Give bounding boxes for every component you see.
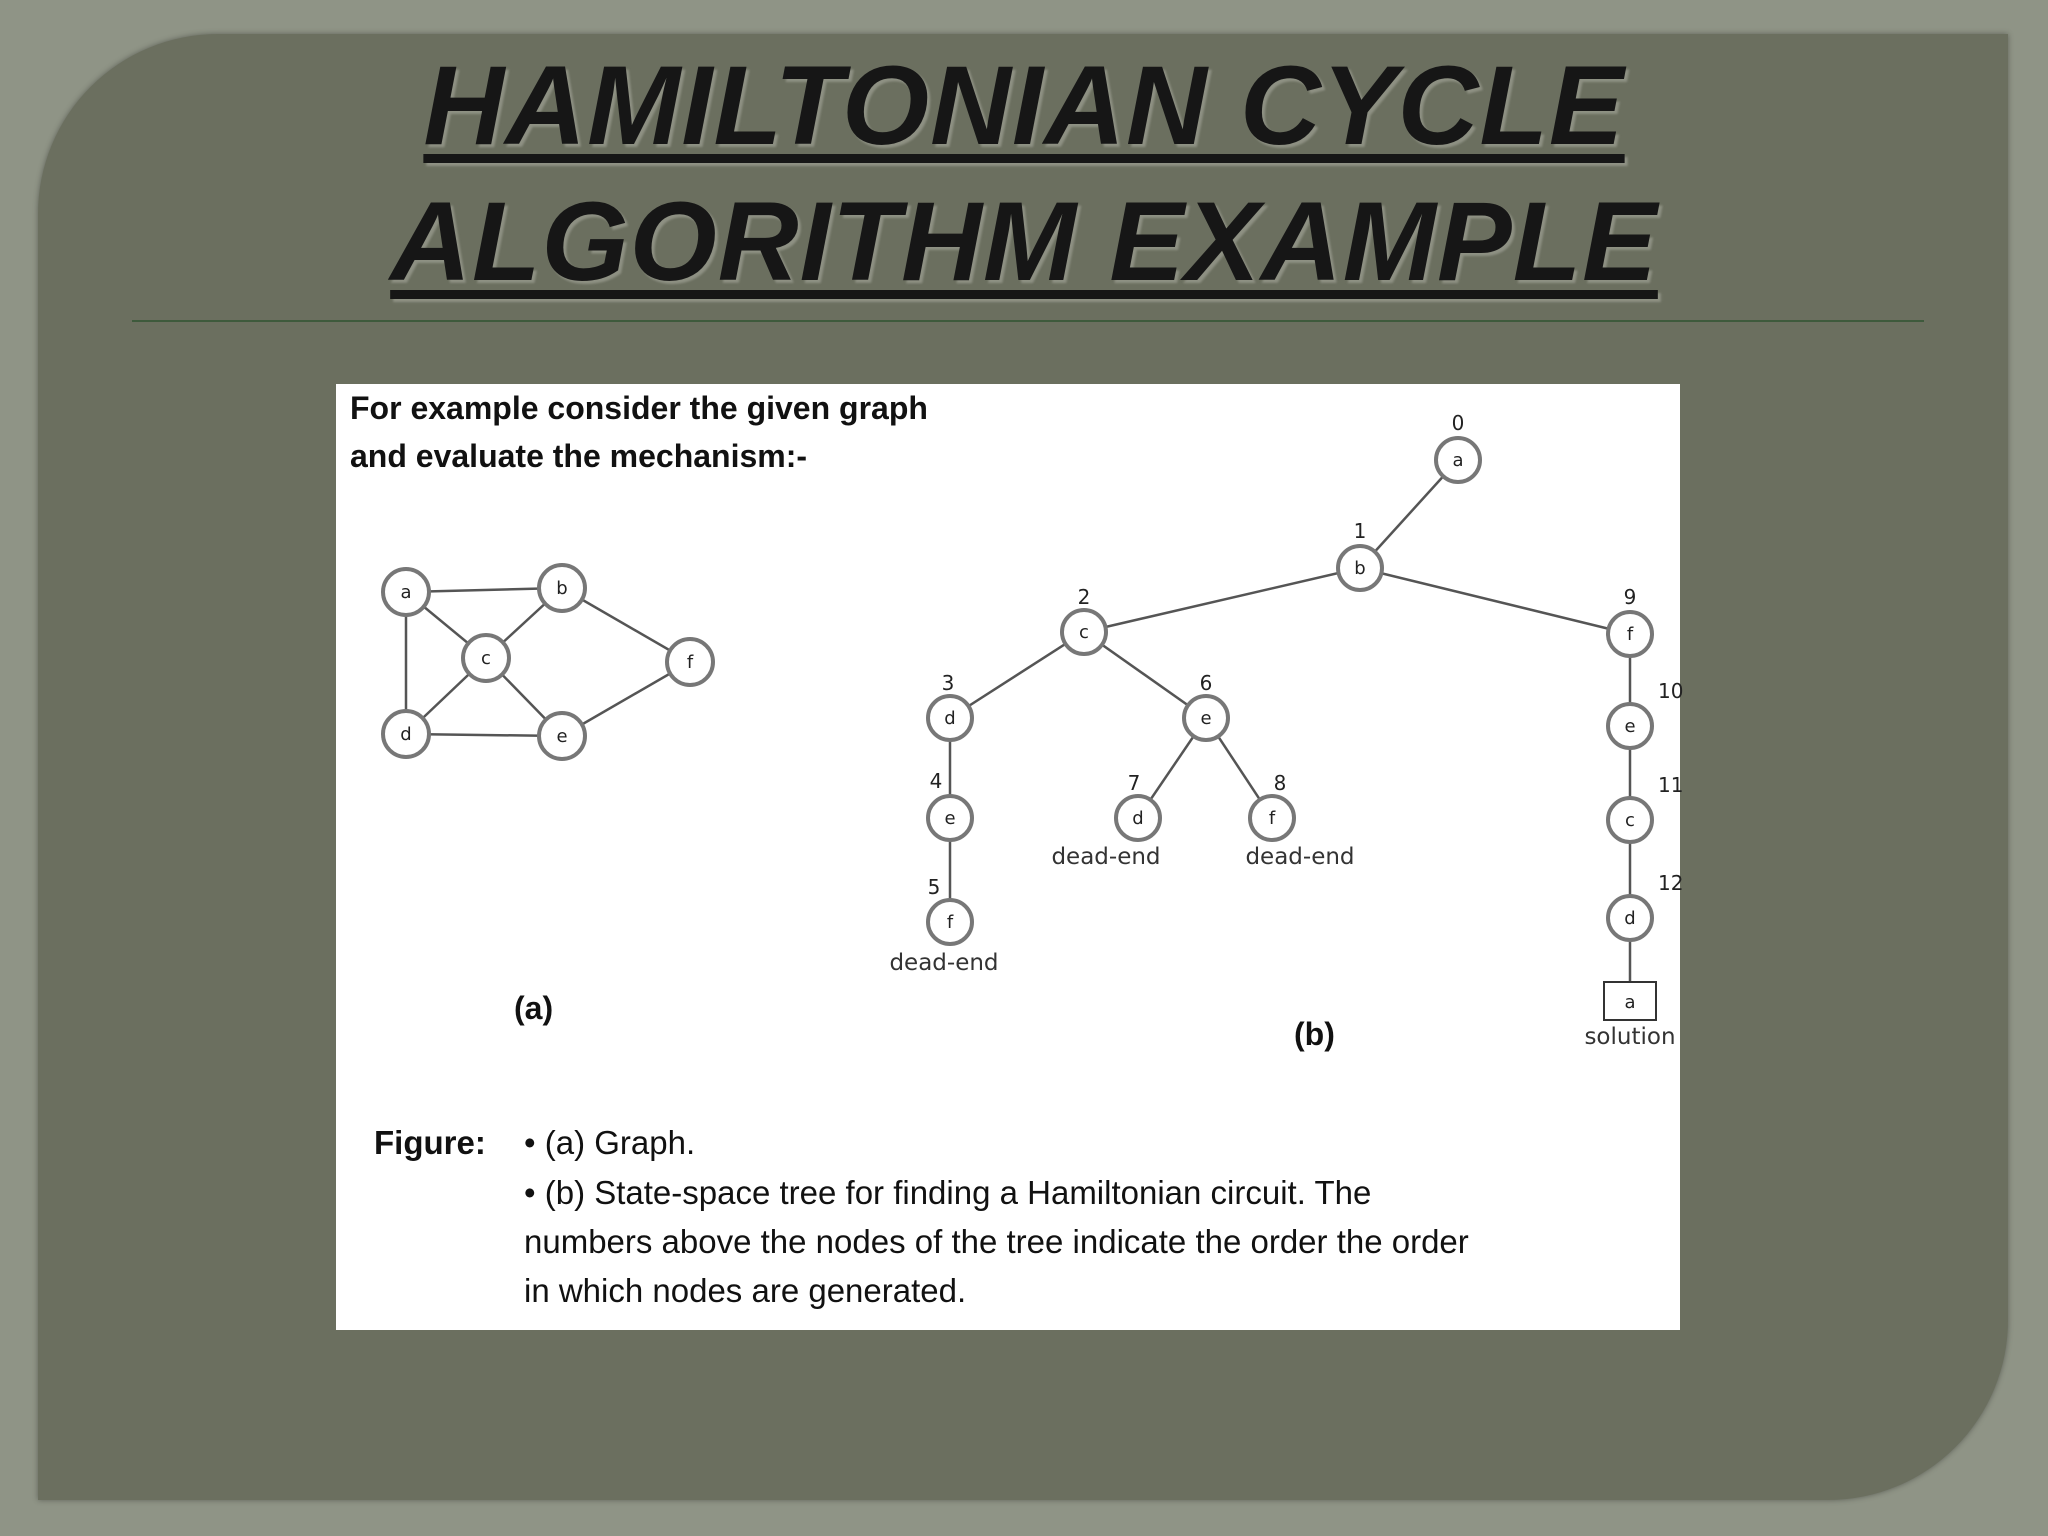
tree-order-label: 3	[941, 671, 955, 695]
title-line-2: ALGORITHM EXAMPLE	[390, 179, 1658, 304]
svg-text:f: f	[1268, 808, 1276, 829]
svg-text:c: c	[1079, 622, 1089, 643]
svg-text:d: d	[944, 708, 956, 729]
tree-node-n2	[1062, 610, 1106, 654]
graph-node-b	[539, 565, 585, 611]
tree-edge-n1-n2	[1084, 568, 1360, 632]
graph-node-d	[383, 711, 429, 757]
intro-line-2: and evaluate the mechanism:-	[350, 438, 808, 474]
graph-node-f	[667, 639, 713, 685]
svg-text:e: e	[944, 808, 956, 829]
tree-order-label: 2	[1077, 585, 1091, 609]
tree-edge-n1-n9	[1360, 568, 1630, 634]
tree-node-n3	[928, 696, 972, 740]
tree-node-n10	[1608, 704, 1652, 748]
tree-order-label: 8	[1273, 771, 1287, 795]
graph-node-c	[463, 635, 509, 681]
caption-line-1: • (a) Graph.	[524, 1124, 696, 1161]
intro-line-1: For example consider the given graph	[350, 390, 928, 426]
caption-line-3: numbers above the nodes of the tree indicate the order the order	[524, 1223, 1469, 1260]
svg-text:f: f	[686, 652, 694, 673]
slide-title	[0, 38, 2048, 310]
figure-card	[336, 384, 1684, 1330]
tree-order-label: 12	[1658, 871, 1684, 895]
tree-order-label: 10	[1658, 679, 1684, 703]
dead-end-label: dead-end	[889, 950, 999, 976]
tree-order-label: 7	[1127, 771, 1141, 795]
solution-label: solution	[1584, 1024, 1676, 1050]
tree-node-n11	[1608, 798, 1652, 842]
tree-order-label: 5	[927, 875, 941, 899]
tree-node-n9	[1608, 612, 1652, 656]
svg-text:b: b	[556, 578, 568, 599]
dead-end-label: dead-end	[1051, 844, 1161, 870]
svg-text:c: c	[481, 648, 491, 669]
svg-text:d: d	[1132, 808, 1144, 829]
svg-text:e: e	[556, 726, 568, 747]
tree-order-label: 6	[1199, 671, 1213, 695]
tree-node-n8	[1250, 796, 1294, 840]
svg-text:d: d	[1624, 908, 1636, 929]
tree-order-label: 1	[1353, 519, 1367, 543]
tree-node-n0	[1436, 438, 1480, 482]
svg-text:a: a	[1452, 450, 1464, 471]
graph-node-a	[383, 569, 429, 615]
tree-node-n4	[928, 796, 972, 840]
tree-order-label: 0	[1451, 411, 1465, 435]
tree-node-n7	[1116, 796, 1160, 840]
svg-text:c: c	[1625, 810, 1635, 831]
title-line-1: HAMILTONIAN CYCLE	[423, 43, 1625, 168]
tree-node-n13	[1604, 982, 1656, 1020]
svg-text:e: e	[1624, 716, 1636, 737]
svg-text:f: f	[946, 912, 954, 933]
tree-order-label: 9	[1623, 585, 1637, 609]
svg-text:e: e	[1200, 708, 1212, 729]
svg-text:a: a	[400, 582, 412, 603]
tree-node-n12	[1608, 896, 1652, 940]
caption-line-2: • (b) State-space tree for finding a Hamiltonian circuit. The	[524, 1174, 1372, 1211]
svg-text:a: a	[1624, 992, 1636, 1013]
panel-label-b: (b)	[1294, 1016, 1335, 1052]
tree-order-label: 11	[1658, 773, 1684, 797]
svg-text:d: d	[400, 724, 412, 745]
dead-end-label: dead-end	[1245, 844, 1355, 870]
svg-text:b: b	[1354, 558, 1366, 579]
svg-text:f: f	[1626, 624, 1634, 645]
tree-node-n1	[1338, 546, 1382, 590]
tree-node-n5	[928, 900, 972, 944]
panel-label-a: (a)	[514, 990, 554, 1026]
graph-node-e	[539, 713, 585, 759]
caption-line-4: in which nodes are generated.	[524, 1272, 967, 1309]
caption-label: Figure:	[374, 1124, 486, 1161]
title-divider	[132, 320, 1924, 322]
tree-order-label: 4	[929, 769, 943, 793]
tree-node-n6	[1184, 696, 1228, 740]
